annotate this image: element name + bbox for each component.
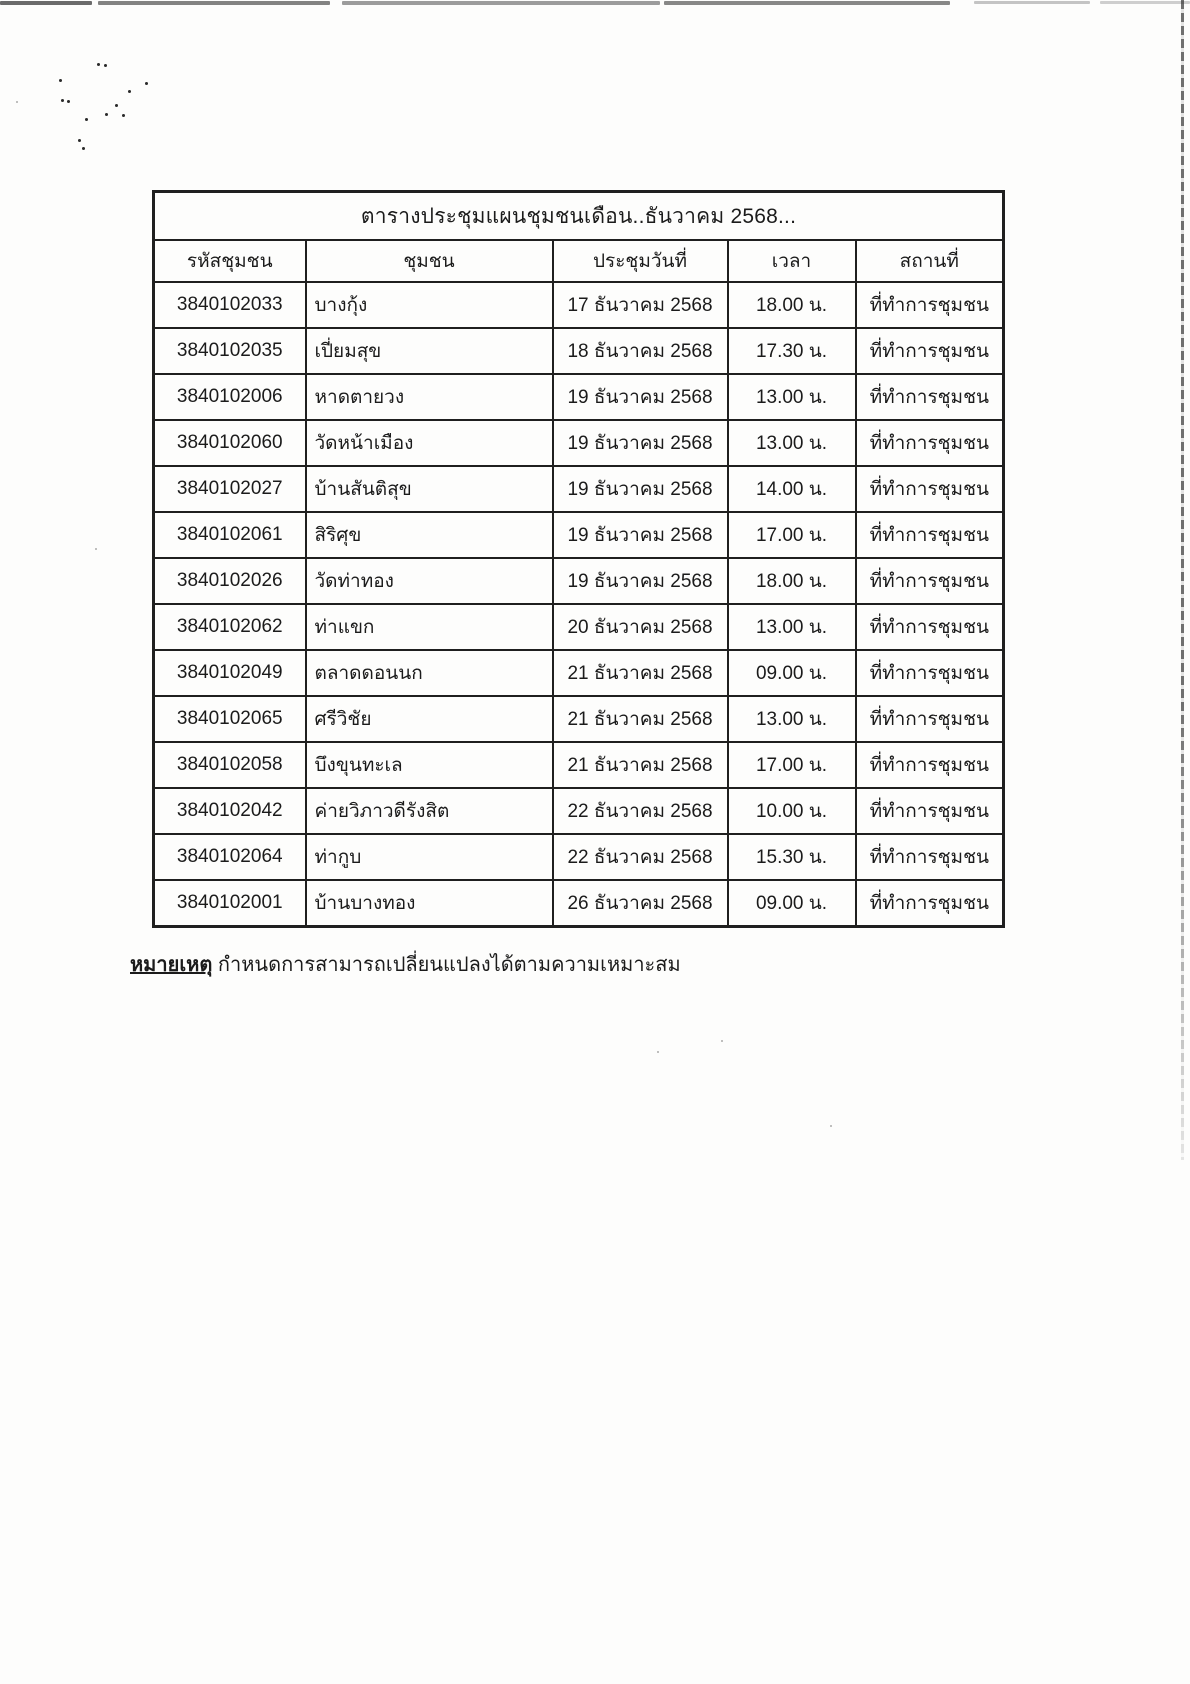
- cell-place: ที่ทำการชุมชน: [856, 834, 1004, 880]
- scan-edge-artifact-top: [0, 0, 1190, 7]
- cell-code: 3840102006: [154, 374, 306, 420]
- cell-date: 21 ธันวาคม 2568: [553, 742, 728, 788]
- cell-community: ค่ายวิภาวดีรังสิต: [306, 788, 553, 834]
- table-title-row: [154, 192, 1004, 241]
- table-row: [154, 880, 1004, 926]
- meeting-schedule-table: [152, 190, 1005, 928]
- column-header-2: ประชุมวันที่: [553, 240, 728, 282]
- table-row: [154, 374, 1004, 420]
- cell-code: 3840102061: [154, 512, 306, 558]
- cell-community: บึงขุนทะเล: [306, 742, 553, 788]
- cell-community: ศรีวิชัย: [306, 696, 553, 742]
- cell-place: ที่ทำการชุมชน: [856, 466, 1004, 512]
- cell-place: ที่ทำการชุมชน: [856, 650, 1004, 696]
- column-header-0: รหัสชุมชน: [154, 240, 306, 282]
- cell-code: 3840102027: [154, 466, 306, 512]
- cell-place: ที่ทำการชุมชน: [856, 880, 1004, 926]
- cell-date: 21 ธันวาคม 2568: [553, 696, 728, 742]
- cell-place: ที่ทำการชุมชน: [856, 420, 1004, 466]
- cell-place: ที่ทำการชุมชน: [856, 604, 1004, 650]
- cell-place: ที่ทำการชุมชน: [856, 696, 1004, 742]
- table-row: [154, 282, 1004, 328]
- table-row: [154, 558, 1004, 604]
- footnote-label: หมายเหตุ: [130, 954, 213, 976]
- cell-community: เปี่ยมสุข: [306, 328, 553, 374]
- cell-place: ที่ทำการชุมชน: [856, 374, 1004, 420]
- cell-place: ที่ทำการชุมชน: [856, 282, 1004, 328]
- cell-date: 22 ธันวาคม 2568: [553, 834, 728, 880]
- cell-date: 19 ธันวาคม 2568: [553, 466, 728, 512]
- cell-time: 09.00 น.: [728, 650, 856, 696]
- footnote-text: กำหนดการสามารถเปลี่ยนแปลงได้ตามความเหมาะสม: [212, 954, 681, 976]
- footnote: [130, 948, 681, 980]
- cell-time: 13.00 น.: [728, 604, 856, 650]
- cell-time: 15.30 น.: [728, 834, 856, 880]
- cell-time: 17.00 น.: [728, 742, 856, 788]
- table-body: [154, 282, 1004, 926]
- cell-code: 3840102062: [154, 604, 306, 650]
- cell-date: 21 ธันวาคม 2568: [553, 650, 728, 696]
- table-row: [154, 512, 1004, 558]
- cell-time: 14.00 น.: [728, 466, 856, 512]
- table-header-row: [154, 240, 1004, 282]
- cell-community: วัดหน้าเมือง: [306, 420, 553, 466]
- cell-community: หาดตายวง: [306, 374, 553, 420]
- cell-time: 18.00 น.: [728, 558, 856, 604]
- cell-date: 26 ธันวาคม 2568: [553, 880, 728, 926]
- cell-code: 3840102064: [154, 834, 306, 880]
- cell-time: 09.00 น.: [728, 880, 856, 926]
- cell-code: 3840102058: [154, 742, 306, 788]
- cell-code: 3840102042: [154, 788, 306, 834]
- cell-time: 17.00 น.: [728, 512, 856, 558]
- table-row: [154, 328, 1004, 374]
- cell-community: สิริศุข: [306, 512, 553, 558]
- table-row: [154, 742, 1004, 788]
- cell-time: 13.00 น.: [728, 696, 856, 742]
- cell-date: 19 ธันวาคม 2568: [553, 420, 728, 466]
- cell-community: บ้านสันติสุข: [306, 466, 553, 512]
- cell-date: 19 ธันวาคม 2568: [553, 512, 728, 558]
- cell-date: 19 ธันวาคม 2568: [553, 374, 728, 420]
- cell-code: 3840102035: [154, 328, 306, 374]
- cell-code: 3840102033: [154, 282, 306, 328]
- table-row: [154, 604, 1004, 650]
- cell-code: 3840102060: [154, 420, 306, 466]
- column-header-3: เวลา: [728, 240, 856, 282]
- cell-time: 13.00 น.: [728, 374, 856, 420]
- column-header-1: ชุมชน: [306, 240, 553, 282]
- cell-place: ที่ทำการชุมชน: [856, 328, 1004, 374]
- table-row: [154, 834, 1004, 880]
- cell-code: 3840102049: [154, 650, 306, 696]
- table-row: [154, 650, 1004, 696]
- cell-place: ที่ทำการชุมชน: [856, 558, 1004, 604]
- cell-time: 10.00 น.: [728, 788, 856, 834]
- cell-community: บ้านบางทอง: [306, 880, 553, 926]
- cell-code: 3840102001: [154, 880, 306, 926]
- cell-community: วัดท่าทอง: [306, 558, 553, 604]
- cell-community: ท่าแขก: [306, 604, 553, 650]
- cell-date: 20 ธันวาคม 2568: [553, 604, 728, 650]
- cell-time: 18.00 น.: [728, 282, 856, 328]
- cell-time: 17.30 น.: [728, 328, 856, 374]
- cell-time: 13.00 น.: [728, 420, 856, 466]
- cell-date: 19 ธันวาคม 2568: [553, 558, 728, 604]
- table-row: [154, 466, 1004, 512]
- cell-date: 17 ธันวาคม 2568: [553, 282, 728, 328]
- cell-date: 22 ธันวาคม 2568: [553, 788, 728, 834]
- cell-code: 3840102065: [154, 696, 306, 742]
- table-row: [154, 420, 1004, 466]
- cell-code: 3840102026: [154, 558, 306, 604]
- table-row: [154, 696, 1004, 742]
- cell-place: ที่ทำการชุมชน: [856, 512, 1004, 558]
- cell-date: 18 ธันวาคม 2568: [553, 328, 728, 374]
- table-title: ตารางประชุมแผนชุมชนเดือน..ธันวาคม 2568...: [154, 192, 1004, 241]
- table-row: [154, 788, 1004, 834]
- column-header-4: สถานที่: [856, 240, 1004, 282]
- cell-community: บางกุ้ง: [306, 282, 553, 328]
- cell-community: ท่ากูบ: [306, 834, 553, 880]
- cell-place: ที่ทำการชุมชน: [856, 788, 1004, 834]
- cell-place: ที่ทำการชุมชน: [856, 742, 1004, 788]
- cell-community: ตลาดดอนนก: [306, 650, 553, 696]
